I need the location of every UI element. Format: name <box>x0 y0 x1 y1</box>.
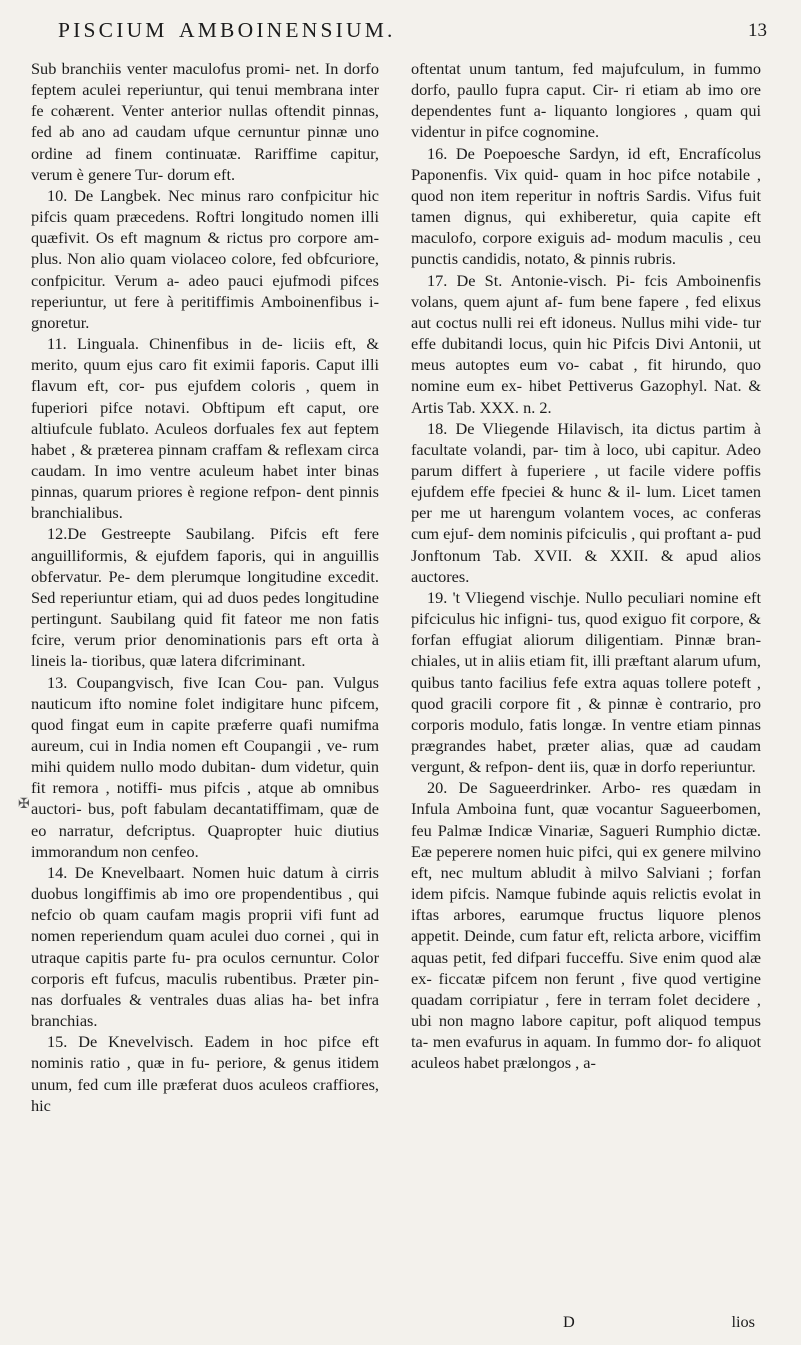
signature-mark: D <box>563 1312 575 1331</box>
page-number: 13 <box>748 20 767 41</box>
paragraph-15-knevelvisch: 15. De Knevelvisch. Eadem in hoc pifce eft nominis ratio , quæ in fu- periore, & genus itidem unum, fed cum ille præferat duos aculeos craffiores, hic <box>31 1032 379 1115</box>
right-column <box>411 58 761 1074</box>
paragraph-20-sagueerdrinker: 20. De Sagueerdrinker. Arbo- res quædam in Infula Amboina funt, quæ vocantur Sagueerbomen, feu Palmæ Indicæ Vinariæ, Sagueri Rumphio dictæ. Eæ peperere nomen huic pifci, qui ex genere milvino eft, nec multum abludit à milvo Salviani ; forfan idem pifcis. Namque fubinde aquis relictis evolat in iftas arbores, earumque fructus liquore plenos appetit. Deinde, cum fatur eft, relicta arbore, viciffim aquas petit, fed difpari fucceffu. Sive enim quod alæ ex- ficcatæ pifcem non ferunt , five quod vertigine quadam corripiatur , fere in terram folet decidere , ubi non magno labore capitur, poft aliquod tempus ta- men evafurus in aquam. In fummo dor- fo aliquot aculeos habet prælongos , a- <box>411 778 761 1073</box>
paragraph-16-poepoesche-sardyn: 16. De Poepoesche Sardyn, id eft, Encrafícolus Paponenfis. Vix quid- quam in hoc pifce notabile , quod non item reperitur in noftris Sardis. Vifus fuit tamen dignus, qui exhiberetur, quia capite eft maculofo, corpore exiguis ad- modum maculis , ceu punctis candidis, notato, & pinnis rubris. <box>411 143 761 269</box>
paragraph-10-langbek: 10. De Langbek. Nec minus raro confpicitur hic pifcis quam præcedens. Roftri longitudo nomen illi quæfivit. Os eft magnum & rictus pro corpore am- plus. Non alio quam violaceo colore, fed obfcuriore, confpicitur. Verum a- adeo pauci ejufmodi pifces reperiuntur, ut fere à peritiffimis Amboinenfibus i- gnoretur. <box>31 185 379 332</box>
paragraph-11-linguala: 11. Linguala. Chinenfibus in de- liciis eft, & merito, quum ejus caro fit eximii faporis. Caput illi flavum eft, cor- pus ejufdem coloris , quem in fuperiori pifce notavi. Obftipum eft caput, ore altiufcule fublato. Aculeos dorfuales fex aut feptem habet , & præterea pinnam craffam & reflexam circa caudam. In imo ventre aculeum habet inter binas pinnas, quarum priores è regione refpon- dent pinnis branchialibus. <box>31 334 379 523</box>
left-column <box>31 58 379 1116</box>
paragraph-15-continued: oftentat unum tantum, fed majufculum, in fummo dorfo, paullo fupra caput. Cir- ri etiam ab imo ore dependentes funt a- liquanto longiores , quam qui videntur in pifce cognomine. <box>411 59 761 142</box>
paragraph-17-st-antonie-visch: 17. De St. Antonie-visch. Pi- fcis Amboinenfis volans, quem ajunt af- fum bene fapere , fed elixus aut coctus nulli rei eft idoneus. Nullus mihi vide- tur effe dubitandi locus, quin hic Pifcis Divi Antonii, ut meus autoptes eum vo- cabat , fit hirundo, quo nomine eum ex- hibet Pettiverus Gazophyl. Nat. & Artis Tab. XXX. n. 2. <box>411 270 761 417</box>
running-title: PISCIUM AMBOINENSIUM. <box>58 18 396 42</box>
catchword: lios <box>731 1312 755 1331</box>
paragraph-continuation: Sub branchiis venter maculofus promi- net. In dorfo feptem aculei reperiuntur, qui tenui membrana inter fe cohærent. Venter anterior nullas oftendit pinnas, fed ab ano ad caudam ufque cernuntur pinnæ uno ordine ad finem continuatæ. Rariffime capitur, verum è genere Tur- dorum eft. <box>31 59 379 184</box>
page-footer <box>411 1312 761 1336</box>
paragraph-13-coupangvisch: 13. Coupangvisch, five Ican Cou- pan. Vulgus nauticum ifto nomine folet indigitare hunc pifcem, quod fingat eum in capite præferre quafi numifma aureum, cui in India nomen eft Coupangii , ve- rum mihi quidem nullo modo dubitan- dum videtur, quin fit remora , notiffi- mus pifcis , atque ab omnibus auctori- bus, poft fabulam decantatiffimam, quæ de eo narratur, defcriptus. Quapropter huic diutius immorandum non cenfeo. <box>31 672 379 861</box>
margin-mark: ✠ <box>18 797 30 812</box>
paragraph-19-vliegend-vischje: 19. 't Vliegend vischje. Nullo peculiari nomine eft pifciculus hic infigni- tus, quod exiguo fit corpore, & forfan effugiat aliorum diligentiam. Pinnæ bran- chiales, ut in aliis etiam fit, illi præftant alarum ufum, quibus tanto facilius fefe extra aquas tollere poteft , quod gracili corpore fit , & pinnæ è contrario, pro corporis modulo, fatis longæ. In ventre etiam pinnas prægrandes habet, præter alias, quæ ad caudam vergunt, & refpon- dent iis, quæ in dorfo reperiuntur. <box>411 587 761 777</box>
running-head <box>58 4 771 48</box>
paragraph-14-knevelbaart: 14. De Knevelbaart. Nomen huic datum à cirris duobus longiffimis ab imo ore propendentibus , qui nefcio ob quam caufam magis proprii vifi funt ad nomen reperiendum quam aculei duo cornei , qui in utraque capitis parte fu- pra oculos cernuntur. Color corporis eft fufcus, maculis rubentibus. Præter pin- nas dorfuales & ventrales duas alias ha- bet infra branchias. <box>31 862 379 1031</box>
paragraph-12-gestreepte-saubilang: 12.De Gestreepte Saubilang. Pifcis eft fere anguilliformis, & ejufdem faporis, qui in anguillis obfervatur. Pe- dem plerumque longitudine excedit. Sed reperiuntur etiam, qui ad duos pedes longitudine pertingunt. Saubilang quid fit fateor me non fatis fcire, verum prior denominationis pars eft orta à lineis la- tioribus, quæ latera difcriminant. <box>31 524 379 671</box>
paragraph-18-vliegende-hilavisch: 18. De Vliegende Hilavisch, ita dictus partim à facultate volandi, par- tim à loco, ubi capitur. Adeo parum differt à fuperiere , ut facile videre poffis ejufdem effe fpeciei & hunc & il- lum. Licet tamen per me ut harengum volantem voces, ac conferas cum ejuf- dem nominis pifciculis , qui proftant a- pud Jonftonum Tab. XVII. & XXII. & apud alios auctores. <box>411 418 761 586</box>
